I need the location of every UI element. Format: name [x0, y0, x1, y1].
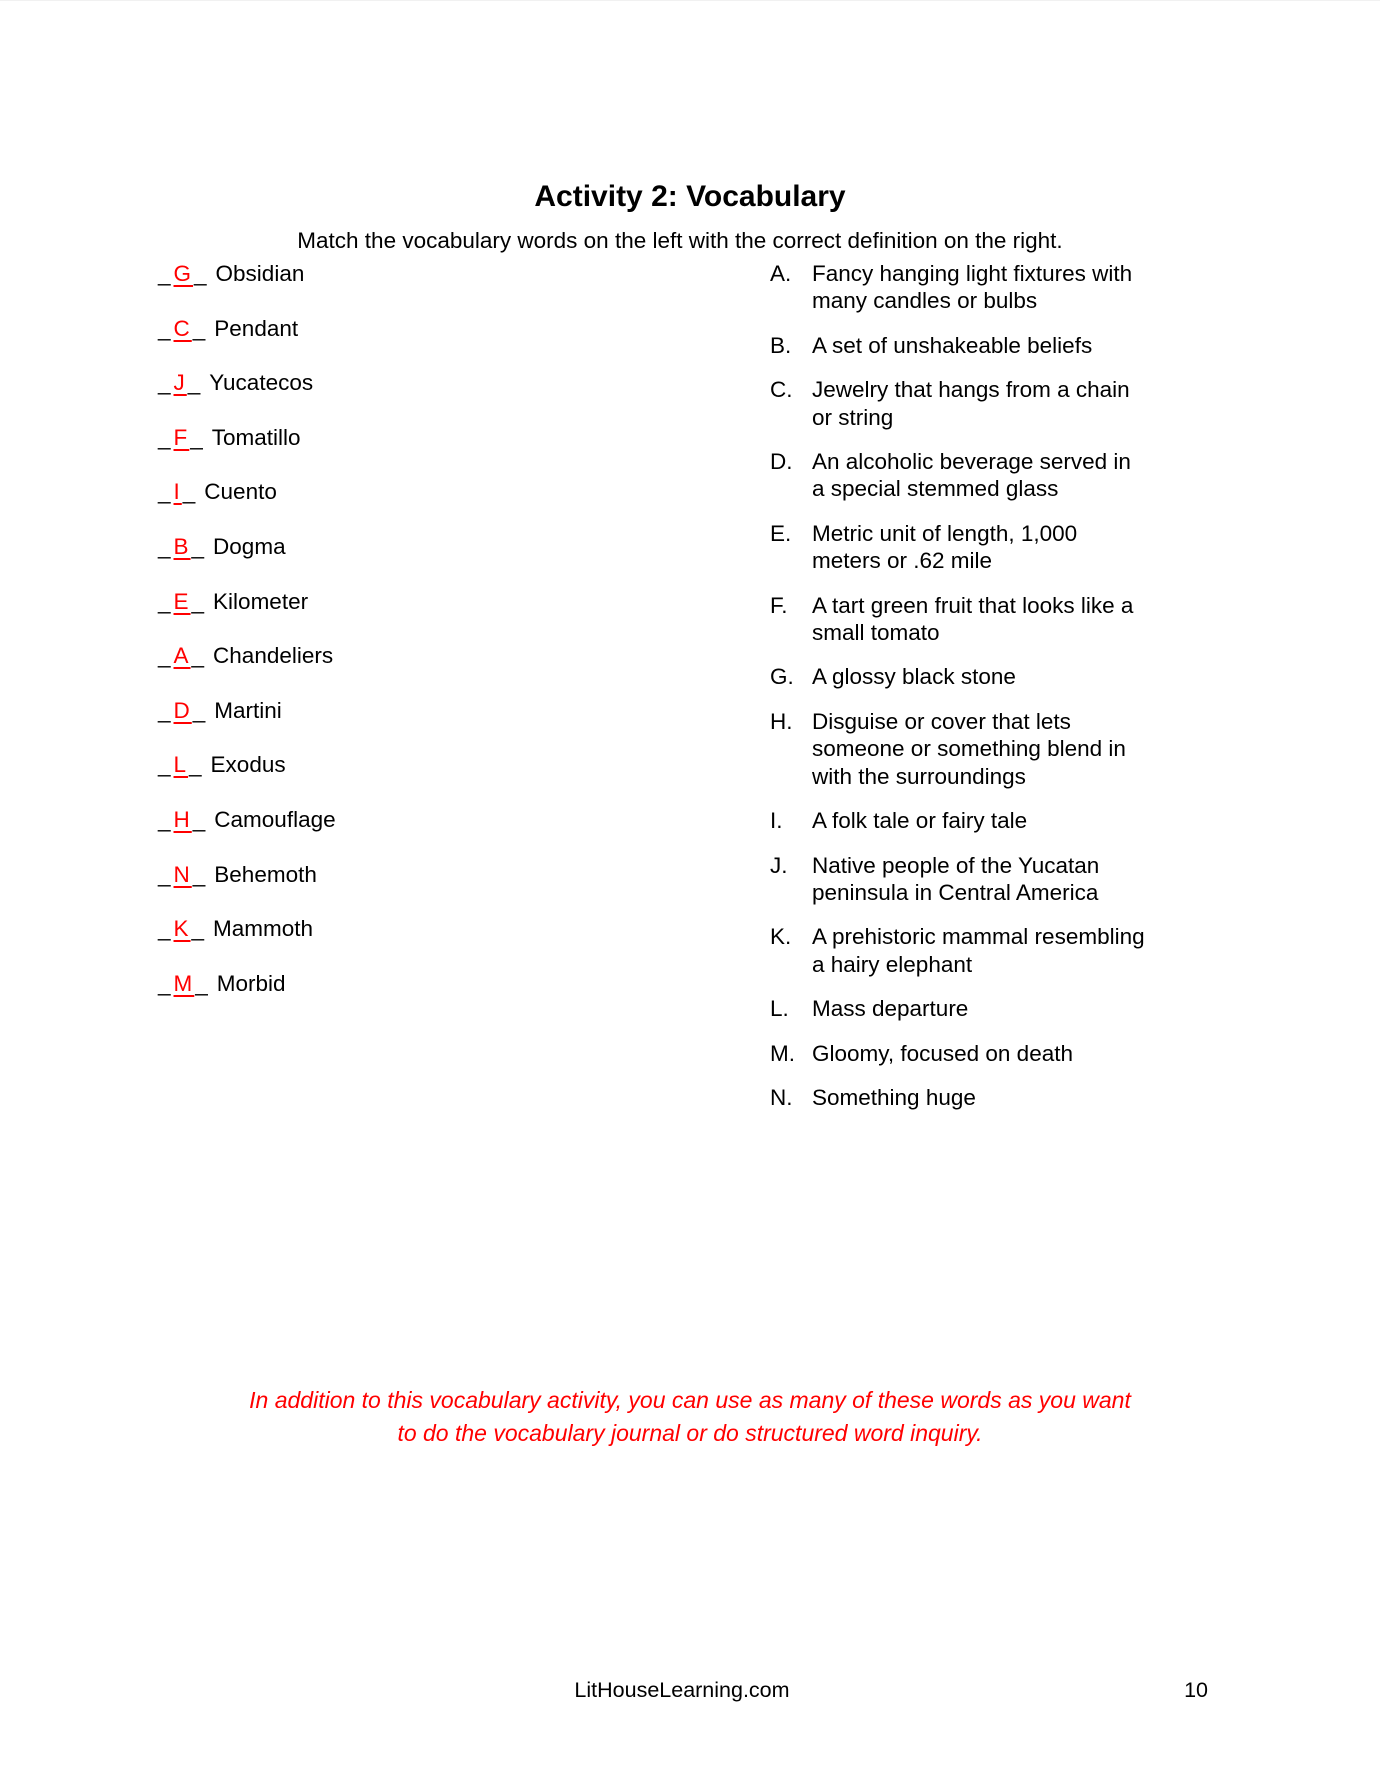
vocab-item — [158, 588, 638, 643]
vocab-word: Behemoth — [214, 861, 317, 887]
definition-letter: A. — [770, 261, 792, 286]
vocab-word: Cuento — [204, 479, 277, 505]
blank-underscore: _ — [158, 370, 173, 396]
blank-underscore: _ — [191, 533, 207, 559]
definition-text — [812, 448, 1222, 503]
definition-item — [770, 923, 1222, 978]
definition-line: someone or something blend in — [812, 736, 1126, 762]
definition-letter: B. — [770, 332, 792, 358]
definition-item — [770, 807, 1222, 834]
blank-underscore: _ — [158, 588, 173, 614]
note-line: In addition to this vocabulary activity, you can use as many of these words as you want — [249, 1387, 1131, 1413]
answer-blank — [158, 316, 207, 341]
vocab-item — [158, 806, 638, 861]
vocab-item — [158, 915, 638, 970]
blank-underscore: _ — [195, 970, 210, 996]
definition-line: A tart green fruit that looks like a — [812, 592, 1134, 618]
definition-text — [812, 995, 1222, 1022]
definition-item — [770, 592, 1222, 647]
definition-letter: F. — [770, 592, 788, 618]
page-title: Activity 2: Vocabulary — [534, 180, 846, 213]
answer-letter: E — [173, 588, 191, 614]
vocab-word: Yucatecos — [209, 370, 314, 396]
definition-item — [770, 376, 1222, 431]
blank-underscore: _ — [191, 643, 207, 669]
blank-underscore: _ — [158, 970, 173, 996]
definition-text — [812, 663, 1222, 690]
blank-underscore: _ — [194, 261, 209, 286]
definition-text — [812, 852, 1222, 907]
vocab-word: Exodus — [210, 752, 286, 778]
answer-blank — [158, 807, 207, 832]
definition-line: or string — [812, 404, 894, 430]
definition-letter: E. — [770, 520, 792, 546]
vocab-item — [158, 369, 638, 424]
page-footer — [0, 1677, 1380, 1703]
answer-blank — [158, 425, 205, 450]
definition-item — [770, 448, 1222, 503]
definition-line: Metric unit of length, 1,000 — [812, 520, 1078, 546]
definition-line: meters or .62 mile — [812, 548, 993, 574]
blank-underscore: _ — [192, 697, 208, 723]
answer-blank — [158, 698, 207, 723]
definition-line: a special stemmed glass — [812, 476, 1059, 502]
vocab-word: Martini — [214, 697, 282, 723]
definition-line: An alcoholic beverage served in — [812, 449, 1131, 475]
definition-line: A glossy black stone — [812, 664, 1016, 690]
definition-line: Fancy hanging light fixtures with — [812, 261, 1133, 286]
vocab-item — [158, 642, 638, 697]
answer-blank — [158, 752, 204, 777]
vocab-item — [158, 533, 638, 588]
footer-site-name: LitHouseLearning.com — [574, 1678, 790, 1702]
definition-line: A folk tale or fairy tale — [812, 808, 1028, 834]
answer-letter: D — [173, 697, 192, 723]
vocab-word: Morbid — [216, 970, 286, 996]
definition-letter: M. — [770, 1040, 795, 1066]
answer-letter: A — [173, 643, 191, 669]
vocab-word: Dogma — [213, 533, 286, 559]
blank-underscore: _ — [158, 752, 173, 778]
definition-text — [812, 1040, 1222, 1067]
definition-line: Mass departure — [812, 996, 969, 1022]
definition-letter: C. — [770, 377, 793, 403]
answer-letter: L — [173, 752, 189, 778]
definition-line: Disguise or cover that lets — [812, 708, 1071, 734]
vocab-item — [158, 260, 638, 315]
definition-text — [812, 260, 1222, 315]
definition-text — [812, 520, 1222, 575]
definition-line: small tomato — [812, 620, 940, 646]
definition-item — [770, 852, 1222, 907]
answer-blank — [158, 589, 206, 614]
blank-underscore: _ — [192, 315, 208, 341]
definition-text — [812, 1084, 1222, 1111]
definition-line: Gloomy, focused on death — [812, 1040, 1073, 1066]
blank-underscore: _ — [158, 643, 173, 669]
page-number: 10 — [1184, 1678, 1208, 1702]
vocab-word: Chandeliers — [213, 643, 334, 669]
blank-underscore: _ — [182, 479, 198, 505]
definition-text — [812, 376, 1222, 431]
definition-item — [770, 260, 1222, 315]
definition-line: Something huge — [812, 1084, 976, 1110]
answer-letter: N — [173, 861, 192, 887]
blank-underscore: _ — [158, 861, 173, 887]
vocab-item — [158, 861, 638, 916]
instructions-text: Match the vocabulary words on the left with the correct definition on the right. — [297, 228, 1063, 253]
answer-letter: C — [173, 315, 192, 341]
vocab-word: Camouflage — [214, 806, 336, 832]
blank-underscore: _ — [158, 315, 173, 341]
note-line: to do the vocabulary journal or do structured word inquiry. — [397, 1420, 983, 1446]
definition-text — [812, 923, 1222, 978]
blank-underscore: _ — [192, 861, 208, 887]
definition-letter: K. — [770, 924, 792, 950]
definition-line: A set of unshakeable beliefs — [812, 332, 1093, 358]
definition-letter: I. — [770, 808, 783, 834]
vocab-word: Mammoth — [213, 916, 314, 942]
definition-letter: H. — [770, 708, 793, 734]
definition-line: A prehistoric mammal resembling — [812, 924, 1145, 950]
answer-blank — [158, 261, 209, 286]
answer-letter: H — [173, 806, 192, 832]
vocab-item — [158, 315, 638, 370]
answer-letter: K — [173, 916, 191, 942]
vocab-word: Tomatillo — [211, 424, 301, 450]
definition-line: with the surroundings — [812, 763, 1026, 789]
definition-letter: N. — [770, 1084, 793, 1110]
definition-letter: L. — [770, 996, 789, 1022]
answer-blank — [158, 971, 210, 996]
definitions-column — [770, 260, 1222, 1128]
definition-letter: G. — [770, 664, 794, 690]
definition-letter: D. — [770, 449, 793, 475]
vocab-word: Obsidian — [215, 261, 305, 286]
answer-letter: G — [173, 261, 194, 286]
answer-blank — [158, 643, 206, 668]
answer-letter: J — [173, 370, 187, 396]
vocab-item — [158, 697, 638, 752]
definition-item — [770, 708, 1222, 790]
note-text — [0, 1384, 1380, 1450]
blank-underscore: _ — [158, 479, 173, 505]
answer-blank — [158, 370, 202, 395]
blank-underscore: _ — [187, 370, 203, 396]
answer-blank — [158, 862, 207, 887]
definition-item — [770, 520, 1222, 575]
definition-item — [770, 995, 1222, 1022]
vocab-item — [158, 424, 638, 479]
blank-underscore: _ — [191, 916, 207, 942]
vocab-item — [158, 751, 638, 806]
blank-underscore: _ — [192, 806, 208, 832]
blank-underscore: _ — [158, 533, 173, 559]
vocab-word: Pendant — [214, 315, 299, 341]
blank-underscore: _ — [158, 697, 173, 723]
blank-underscore: _ — [158, 424, 173, 450]
answer-letter: M — [173, 970, 195, 996]
vocab-word: Kilometer — [213, 588, 309, 614]
blank-underscore: _ — [190, 424, 205, 450]
definition-line: many candles or bulbs — [812, 288, 1038, 314]
blank-underscore: _ — [158, 806, 173, 832]
answer-letter: F — [173, 424, 190, 450]
blank-underscore: _ — [189, 752, 204, 778]
answer-blank — [158, 916, 206, 941]
definition-item — [770, 1084, 1222, 1111]
definition-line: a hairy elephant — [812, 951, 973, 977]
vocab-item — [158, 970, 638, 1025]
blank-underscore: _ — [158, 261, 173, 286]
definition-text — [812, 807, 1222, 834]
answer-blank — [158, 479, 197, 504]
definition-line: peninsula in Central America — [812, 879, 1099, 905]
vocab-item — [158, 478, 638, 533]
definition-line: Native people of the Yucatan — [812, 852, 1100, 878]
definition-letter: J. — [770, 852, 788, 878]
definition-item — [770, 1040, 1222, 1067]
definition-line: Jewelry that hangs from a chain — [812, 377, 1130, 403]
definition-text — [812, 592, 1222, 647]
definition-item — [770, 663, 1222, 690]
definition-text — [812, 332, 1222, 359]
blank-underscore: _ — [158, 916, 173, 942]
definition-text — [812, 708, 1222, 790]
answer-blank — [158, 534, 206, 559]
answer-letter: I — [173, 479, 182, 505]
answer-letter: B — [173, 533, 191, 559]
blank-underscore: _ — [191, 588, 207, 614]
vocab-column — [158, 260, 638, 1024]
definition-item — [770, 332, 1222, 359]
